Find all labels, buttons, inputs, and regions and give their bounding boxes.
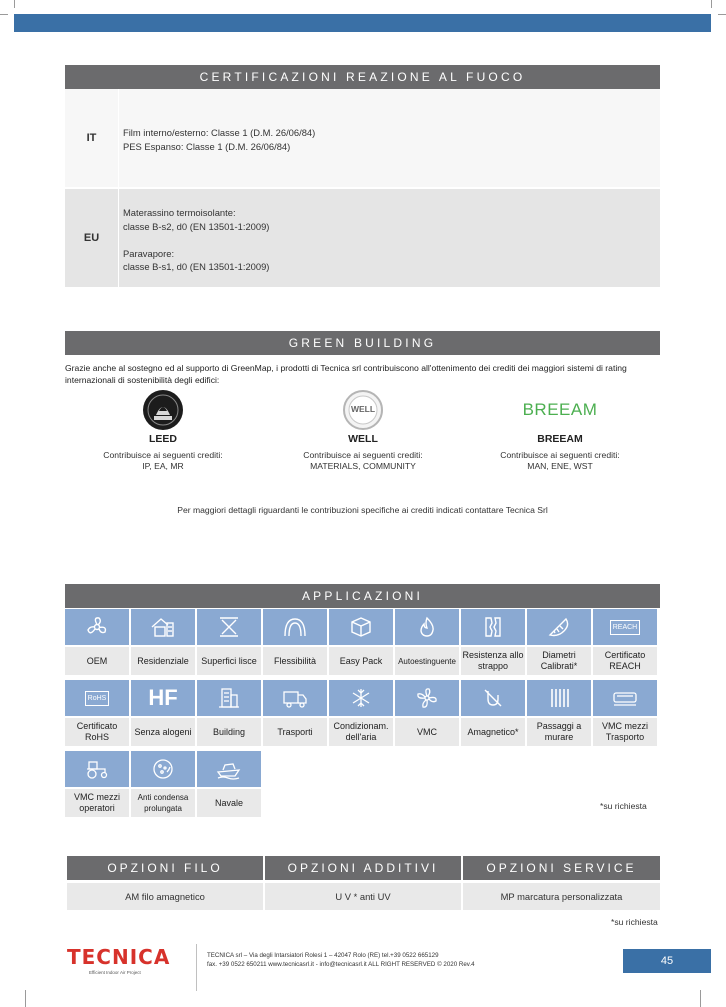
green-building-intro: Grazie anche al sostegno ed al supporto di GreenMap, i prodotti di Tecnica srl contribuiscono all'ottenimento dei crediti dei maggiori sistemi di rating internazionali di sostenibilità degli edifici: bbox=[65, 363, 627, 385]
app-label: Resistenza allo strappo bbox=[461, 647, 525, 675]
app-label: Diametri Calibrati* bbox=[527, 647, 591, 675]
fire-cert-row-it bbox=[65, 89, 660, 187]
well-column bbox=[278, 389, 448, 472]
app-label: Superfici lisce bbox=[197, 647, 261, 675]
footer-contacts bbox=[207, 951, 475, 969]
page-number: 45 bbox=[623, 949, 711, 973]
applicazioni-note: *su richiesta bbox=[600, 801, 647, 811]
applicazioni-header: APPLICAZIONI bbox=[65, 584, 660, 608]
app-label: VMC mezzi Trasporto bbox=[593, 718, 657, 746]
well-logo-text: WELL bbox=[350, 404, 376, 414]
fire-cert-code: IT bbox=[65, 89, 119, 187]
crop-mark bbox=[711, 0, 712, 8]
green-building-note: Per maggiori dettagli riguardanti le contribuzioni specifiche ai crediti indicati contattare Tecnica Srl bbox=[177, 505, 548, 515]
app-label: Navale bbox=[197, 789, 261, 817]
well-credits-values: MATERIALS, COMMUNITY bbox=[310, 461, 416, 471]
app-label: Anti condensa prolungata bbox=[131, 789, 195, 817]
app-label: Condizionam. dell'aria bbox=[329, 718, 393, 746]
hf-icon-text: HF bbox=[148, 685, 178, 710]
hf-icon bbox=[131, 680, 195, 716]
leed-logo-icon bbox=[142, 389, 184, 431]
breeam-logo-icon bbox=[475, 389, 645, 431]
flexibility-icon bbox=[263, 609, 327, 645]
app-label: Senza alogeni bbox=[131, 718, 195, 746]
fire-cert-text bbox=[123, 126, 315, 153]
condensation-icon bbox=[131, 751, 195, 787]
options-header-filo: OPZIONI FILO bbox=[67, 856, 263, 880]
crop-mark bbox=[0, 14, 8, 15]
fire-cert-line: Materassino termoisolante: bbox=[123, 207, 236, 218]
breeam-credits-values: MAN, ENE, WST bbox=[527, 461, 593, 471]
breeam-logo-text: BREEAM bbox=[522, 400, 598, 419]
crop-mark bbox=[718, 14, 726, 15]
crop-mark bbox=[700, 990, 701, 1007]
app-label: Residenziale bbox=[131, 647, 195, 675]
footer-logo bbox=[67, 945, 187, 975]
breeam-credits-line: Contribuisce ai seguenti crediti: bbox=[500, 450, 620, 460]
well-credits-line: Contribuisce ai seguenti crediti: bbox=[303, 450, 423, 460]
options-note: *su richiesta bbox=[611, 917, 658, 927]
well-name: WELL bbox=[348, 433, 378, 445]
house-icon bbox=[131, 609, 195, 645]
breeam-column bbox=[475, 389, 645, 472]
app-label: Building bbox=[197, 718, 261, 746]
building-icon bbox=[197, 680, 261, 716]
leed-name: LEED bbox=[148, 433, 177, 445]
footer-divider bbox=[196, 944, 197, 991]
magnet-icon bbox=[461, 680, 525, 716]
reach-icon-text: REACH bbox=[610, 620, 641, 635]
fire-cert-line: Paravapore: bbox=[123, 247, 175, 259]
ship-icon bbox=[197, 751, 261, 787]
rohs-icon-text: RoHS bbox=[85, 691, 110, 706]
app-label: Flessibilità bbox=[263, 647, 327, 675]
wall-passage-icon bbox=[527, 680, 591, 716]
options-header-service: OPZIONI SERVICE bbox=[463, 856, 660, 880]
fire-cert-row-eu bbox=[65, 189, 660, 287]
app-label: Certificato RoHS bbox=[65, 718, 129, 746]
snowflake-icon bbox=[329, 680, 393, 716]
breeam-name: BREEAM bbox=[537, 433, 583, 445]
breeam-credits bbox=[475, 450, 645, 472]
app-label: Passaggi a murare bbox=[527, 718, 591, 746]
options-value-additivi: U V * anti UV bbox=[265, 883, 461, 910]
app-label: OEM bbox=[65, 647, 129, 675]
flame-icon bbox=[395, 609, 459, 645]
reach-icon bbox=[593, 609, 657, 645]
ventilation-icon bbox=[395, 680, 459, 716]
fire-cert-header: CERTIFICAZIONI REAZIONE AL FUOCO bbox=[65, 65, 660, 89]
options-value-service: MP marcatura personalizzata bbox=[463, 883, 660, 910]
crop-mark bbox=[25, 990, 26, 1007]
app-label: Easy Pack bbox=[329, 647, 393, 675]
app-label: Amagnetico* bbox=[461, 718, 525, 746]
tear-icon bbox=[461, 609, 525, 645]
fire-cert-line: classe B-s2, d0 (EN 13501-1:2009) bbox=[123, 220, 270, 232]
app-label: VMC mezzi operatori bbox=[65, 789, 129, 817]
truck-icon bbox=[263, 680, 327, 716]
leed-credits-line: Contribuisce ai seguenti crediti: bbox=[103, 450, 223, 460]
leed-credits-values: IP, EA, MR bbox=[142, 461, 184, 471]
fire-cert-code: EU bbox=[65, 189, 119, 287]
app-label: Certificato REACH bbox=[593, 647, 657, 675]
app-label: Trasporti bbox=[263, 718, 327, 746]
fan-icon bbox=[65, 609, 129, 645]
app-label: Autoestinguente bbox=[395, 647, 459, 675]
tractor-icon bbox=[65, 751, 129, 787]
leed-column bbox=[78, 389, 248, 472]
options-header-additivi: OPZIONI ADDITIVI bbox=[265, 856, 461, 880]
fire-cert-line: classe B-s1, d0 (EN 13501-1:2009) bbox=[123, 261, 270, 272]
crop-mark bbox=[14, 0, 15, 8]
fire-cert-spacer bbox=[123, 233, 269, 247]
box-icon bbox=[329, 609, 393, 645]
smooth-surface-icon bbox=[197, 609, 261, 645]
tecnica-tagline: Efficient Indoor Air Project bbox=[89, 970, 141, 975]
options-value-filo: AM filo amagnetico bbox=[67, 883, 263, 910]
fire-cert-text bbox=[123, 206, 269, 274]
fire-cert-line: PES Espanso: Classe 1 (D.M. 26/06/84) bbox=[123, 140, 291, 152]
tecnica-logo-text: TECNICA bbox=[67, 945, 171, 969]
app-label: VMC bbox=[395, 718, 459, 746]
footer-line: fax. +39 0522 650211 www.tecnicasrl.it - info@tecnicasrl.it ALL RIGHT RESERVED © 2020 Rev.4 bbox=[207, 961, 475, 968]
fire-cert-line: Film interno/esterno: Classe 1 (D.M. 26/06/84) bbox=[123, 127, 316, 138]
well-credits bbox=[278, 450, 448, 472]
footer-line: TECNICA srl – Via degli Intarsiatori Rolesi 1 – 42047 Rolo (RE) tel.+39 0522 665129 bbox=[207, 952, 439, 959]
well-logo-icon bbox=[341, 389, 385, 431]
top-accent-bar bbox=[14, 14, 711, 32]
green-building-header: GREEN BUILDING bbox=[65, 331, 660, 355]
caliper-icon bbox=[527, 609, 591, 645]
train-icon bbox=[593, 680, 657, 716]
leed-credits bbox=[78, 450, 248, 472]
rohs-icon bbox=[65, 680, 129, 716]
